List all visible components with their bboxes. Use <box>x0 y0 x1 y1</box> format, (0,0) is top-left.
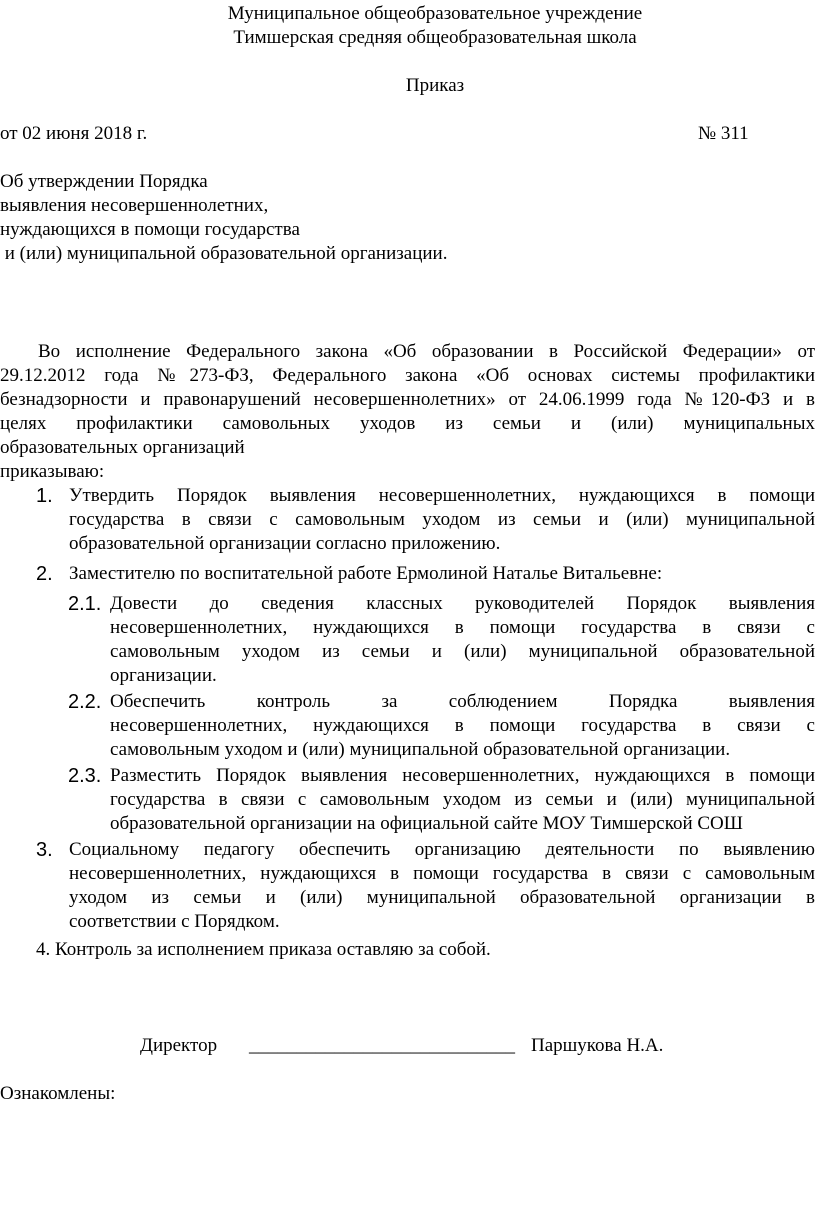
item-line: самовольным уходом и (или) муниципальной образовательной организации. <box>110 739 731 760</box>
item-line: несовершеннолетних, нуждающихся в помощи государства в связи с <box>110 715 815 736</box>
preamble-paragraph <box>0 340 815 460</box>
item-line: Обеспечить контроль за соблюдением Порядка выявления <box>110 691 815 712</box>
item-body <box>110 690 815 762</box>
preamble-line: образовательных организаций <box>0 437 245 458</box>
preamble-line: 29.12.2012 года №273-ФЗ, Федерального закона «Об основах системы профилактики <box>0 365 815 386</box>
preamble-line: целях профилактики самовольных уходов из семьи и (или) муниципальных <box>0 413 815 434</box>
item-body <box>69 838 815 934</box>
preamble-line: Во исполнение Федерального закона «Об образовании в Российской Федерации» от <box>38 341 815 362</box>
item-number: 2.1. <box>68 593 102 615</box>
document-type: Приказ <box>405 75 465 96</box>
institution-name-line1: Муниципальное общеобразовательное учреждение <box>227 3 643 24</box>
item-line: несовершеннолетних, нуждающихся в помощи государства в связи с <box>110 617 815 638</box>
acquainted-label: Ознакомлены: <box>0 1083 116 1104</box>
item-line: Довести до сведения классных руководителей Порядок выявления <box>110 593 815 614</box>
item-line: соответствии с Порядком. <box>69 911 280 932</box>
item-number: 3. <box>36 839 53 861</box>
item-number: 2.3. <box>68 765 102 787</box>
institution-name-line2: Тимшерская средняя общеобразовательная школа <box>233 27 637 48</box>
order-number: № 311 <box>698 123 749 144</box>
signatory-name: Паршукова Н.А. <box>531 1035 664 1056</box>
preamble-line: безнадзорности и правонарушений несовершеннолетних» от 24.06.1999 года №120-ФЗ и в <box>0 389 815 410</box>
item-4-control: 4. Контроль за исполнением приказа оставляю за собой. <box>36 939 491 960</box>
subject-line-2: выявления несовершеннолетних, <box>0 195 269 216</box>
item-line: образовательной организации согласно приложению. <box>69 533 501 554</box>
subject-line-1: Об утверждении Порядка <box>0 171 208 192</box>
item-number: 2.2. <box>68 691 102 713</box>
order-word: приказываю: <box>0 461 105 482</box>
item-line: Социальному педагогу обеспечить организацию деятельности по выявлению <box>69 839 815 860</box>
subject-line-3: нуждающихся в помощи государства <box>0 219 300 240</box>
item-number: 2. <box>36 563 53 585</box>
item-line: Заместителю по воспитательной работе Ермолиной Наталье Витальевне: <box>69 563 663 584</box>
item-line: организации. <box>110 665 217 686</box>
item-body <box>69 562 815 586</box>
item-line: самовольным уходом из семьи и (или) муниципальной образовательной <box>110 641 815 662</box>
item-line: уходом из семьи и (или) муниципальной образовательной организации в <box>69 887 815 908</box>
item-line: государства в связи с самовольным уходом из семьи и (или) муниципальной <box>110 789 815 810</box>
item-line: государства в связи с самовольным уходом из семьи и (или) муниципальной <box>69 509 815 530</box>
item-line: Утвердить Порядок выявления несовершеннолетних, нуждающихся в помощи <box>69 485 815 506</box>
signature-line: ____________________________ <box>249 1035 515 1056</box>
item-body <box>110 592 815 688</box>
subject-line-4: и (или) муниципальной образовательной организации. <box>0 243 448 264</box>
item-body <box>110 764 815 836</box>
item-line: Разместить Порядок выявления несовершеннолетних, нуждающихся в помощи <box>110 765 815 786</box>
signatory-title: Директор <box>140 1035 218 1056</box>
item-line: несовершеннолетних, нуждающихся в помощи государства в связи с самовольным <box>69 863 815 884</box>
item-line: образовательной организации на официальной сайте МОУ Тимшерской СОШ <box>110 813 743 834</box>
item-number: 1. <box>36 485 53 507</box>
order-date: от 02 июня 2018 г. <box>0 123 148 144</box>
item-body <box>69 484 815 556</box>
